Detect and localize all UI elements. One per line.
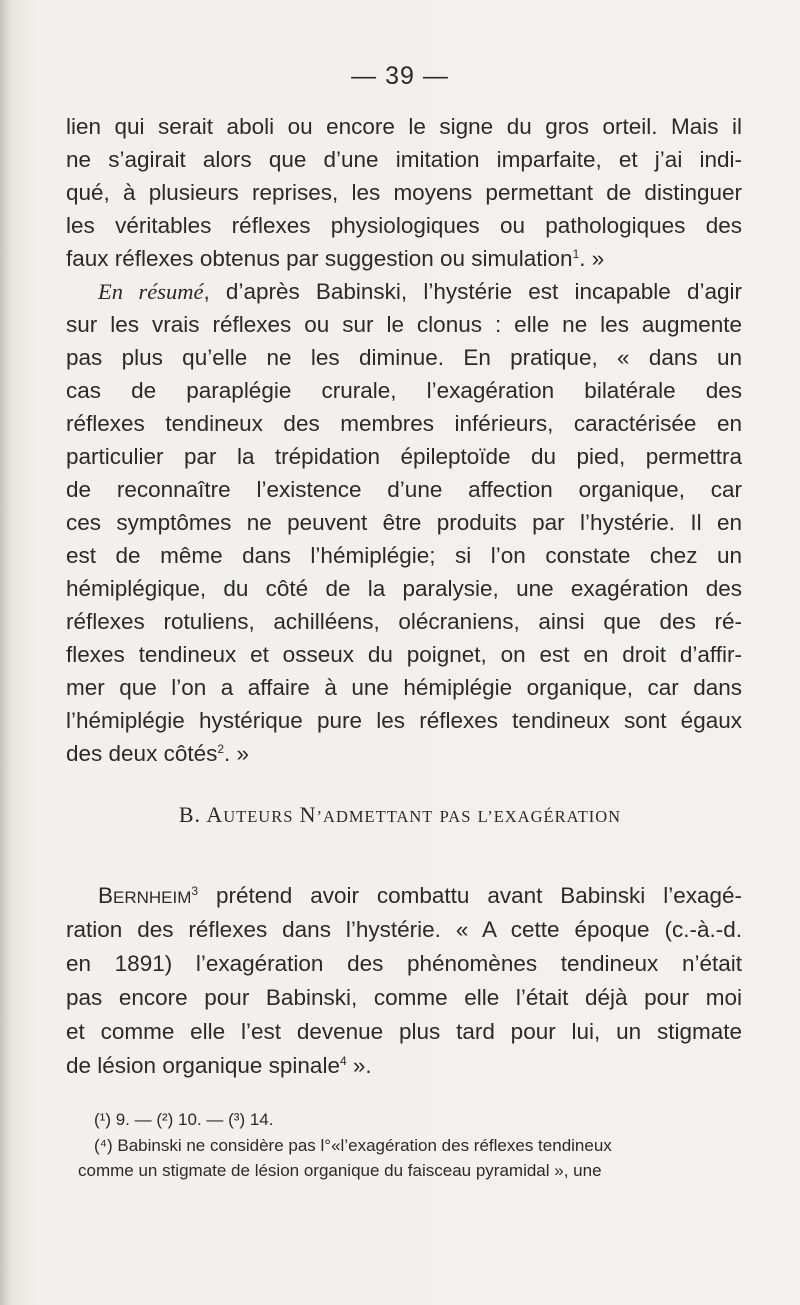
text-line: mer que l’on a affaire à une hémiplégie organique, car dans (66, 675, 742, 700)
author-name-cap: B (98, 883, 114, 908)
text-line: flexes tendineux et osseux du poignet, on est en droit d’affir- (66, 642, 742, 667)
text-segment: , d’après Babinski, l’hystérie est incapable d’agir (203, 279, 742, 304)
heading-word: PAS (439, 807, 472, 826)
text-line: réflexes rotuliens, achilléens, olécraniens, ainsi que des ré- (66, 609, 742, 634)
text-segment: faux réflexes obtenus par suggestion ou simulation (66, 246, 573, 271)
text-line (66, 1051, 742, 1081)
text-line: et comme elle l’est devenue plus tard pour lui, un stigmate (66, 1019, 742, 1044)
footnote-line: (⁴) Babinski ne considère pas l°«l’exagération des réflexes tendineux (94, 1136, 612, 1155)
text-line: cas de paraplégie crurale, l’exagération bilatérale des (66, 378, 742, 403)
page-binding-edge (0, 0, 10, 1305)
text-line: réflexes tendineux des membres inférieurs, caractérisée en (66, 411, 742, 436)
text-segment: prétend avoir combattu avant Babinski l’exagé- (198, 883, 742, 908)
text-segment: ». (346, 1053, 372, 1078)
text-line: sur les vrais réflexes ou sur le clonus : elle ne les augmente (66, 312, 742, 337)
footnote-ref: 3 (191, 884, 199, 898)
heading-word-cap: A (206, 802, 224, 827)
text-line: ces symptômes ne peuvent être produits par l’hystérie. Il en (66, 510, 742, 535)
text-line: est de même dans l’hémiplégie; si l’on constate chez un (66, 543, 742, 568)
text-segment: . » (579, 246, 605, 271)
text-line: qué, à plusieurs reprises, les moyens permettant de distinguer (66, 180, 742, 205)
footnote-line: (¹) 9. — (²) 10. — (³) 14. (94, 1110, 274, 1129)
text-segment: . » (224, 741, 250, 766)
heading-word: L’EXAGÉRATION (477, 807, 622, 826)
text-segment: de lésion organique spinale (66, 1053, 340, 1078)
footnote-ref: 2 (217, 742, 225, 756)
text-line: pas plus qu’elle ne les diminue. En pratique, « dans un (66, 345, 742, 370)
text-line: ne s’agirait alors que d’une imitation imparfaite, et j’ai indi- (66, 147, 742, 172)
footnote-ref: 1 (572, 247, 580, 261)
heading-word: UTEURS (223, 807, 294, 826)
footnote-line: comme un stigmate de lésion organique du faisceau pyramidal », une (78, 1161, 602, 1180)
text-line (98, 277, 742, 307)
text-line (66, 739, 742, 769)
text-line: pas encore pour Babinski, comme elle l’était déjà pour moi (66, 985, 742, 1010)
footnote-ref: 4 (339, 1054, 347, 1068)
italic-phrase: En résumé (98, 279, 204, 304)
text-line: hémiplégique, du côté de la paralysie, une exagération des (66, 576, 742, 601)
text-line: l’hémiplégie hystérique pure les réflexes tendineux sont égaux (66, 708, 742, 733)
section-letter: B. (178, 802, 207, 827)
text-segment: des deux côtés (66, 741, 218, 766)
text-line (66, 244, 742, 274)
heading-word-cap: N (299, 802, 317, 827)
section-heading (0, 802, 800, 828)
text-line: ration des réflexes dans l’hystérie. « A cette époque (c.-à.-d. (66, 917, 742, 942)
author-name-rest: ERNHEIM (113, 888, 192, 907)
text-line: les véritables réflexes physiologiques ou pathologiques des (66, 213, 742, 238)
text-line: en 1891) l’exagération des phénomènes tendineux n’était (66, 951, 742, 976)
heading-word: ’ADMETTANT (316, 807, 434, 826)
page-number: — 39 — (351, 62, 449, 90)
text-line: particulier par la trépidation épileptoïde du pied, permettra (66, 444, 742, 469)
text-line: lien qui serait aboli ou encore le signe du gros orteil. Mais il (66, 114, 742, 139)
text-line: de reconnaître l’existence d’une affection organique, car (66, 477, 742, 502)
text-line (98, 881, 742, 913)
